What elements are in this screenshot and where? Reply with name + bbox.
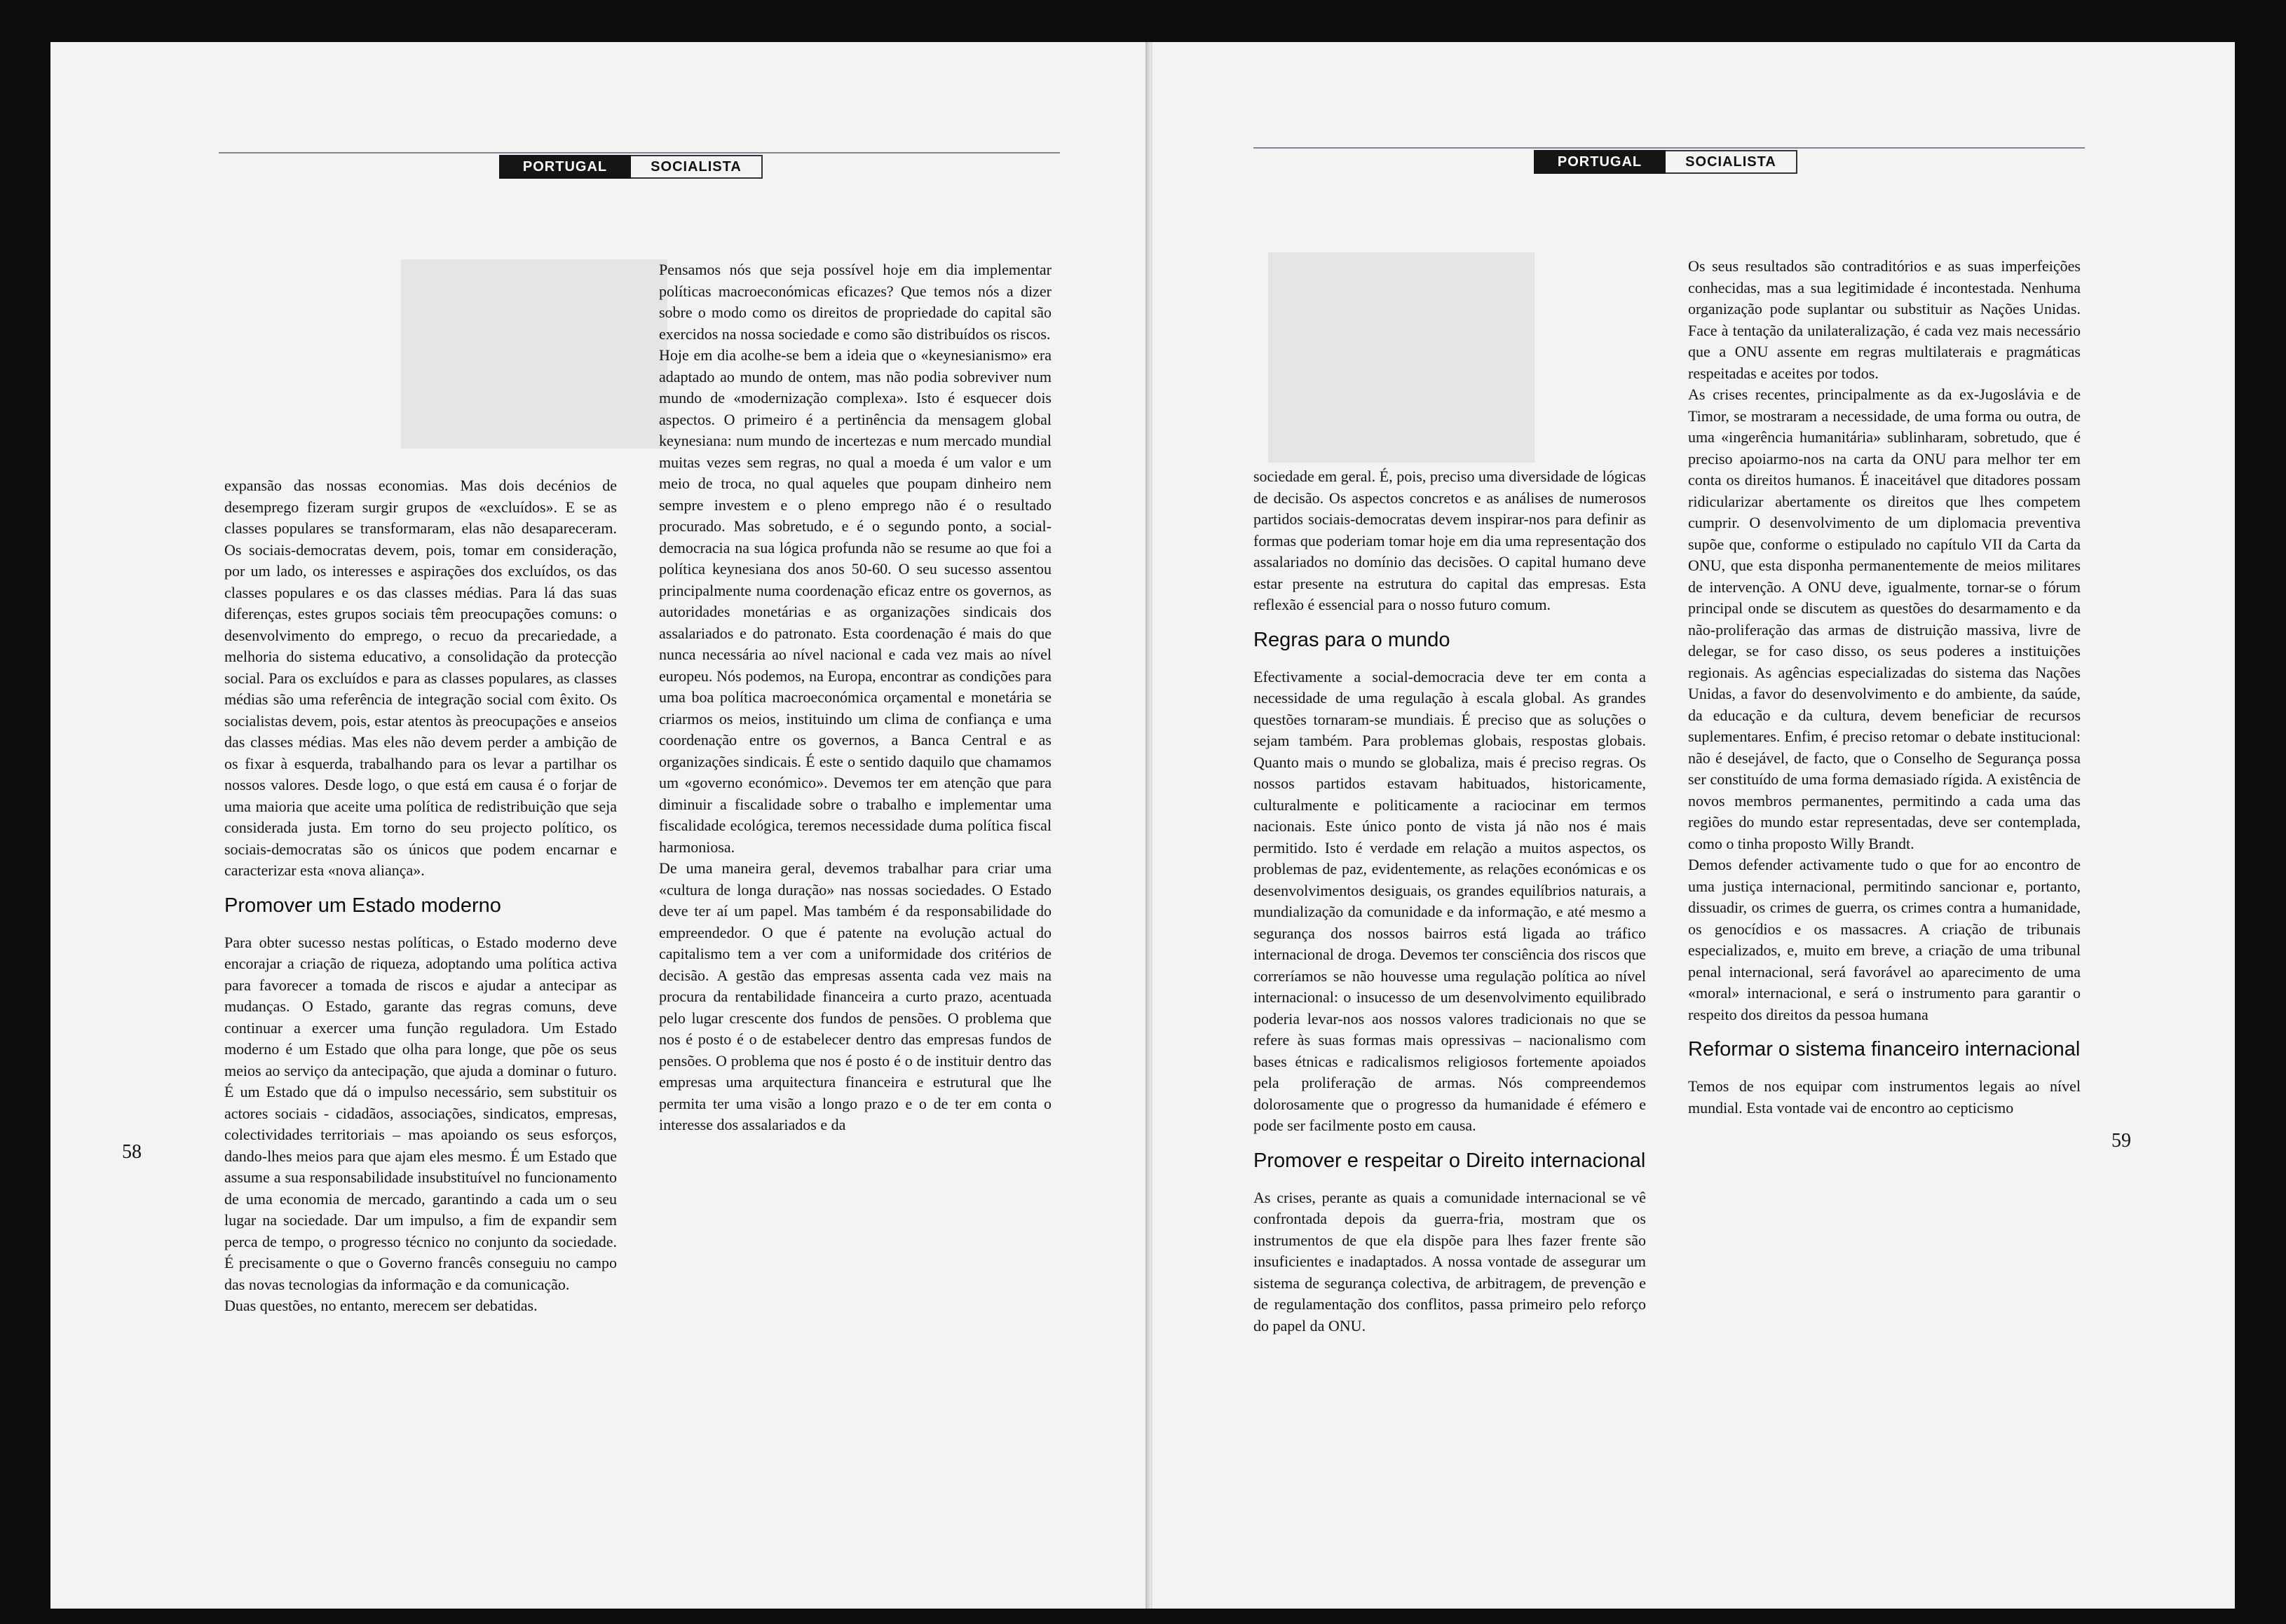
show-through-image <box>401 259 667 449</box>
paragraph: Pensamos nós que seja possível hoje em dia implementar políticas macroeconómicas eficazes? Que temos nós a dizer sobre o modo como os direitos de propriedade do capital são exercidos na nossa sociedade e como são distribuídos os riscos. <box>659 261 1052 343</box>
right-column-1 <box>1253 466 1646 1337</box>
paragraph: De uma maneira geral, devemos trabalhar para criar uma «cultura de longa duração» nas nossas sociedades. O Estado deve ter aí um papel. Mas também é da responsabilidade do empreendedor. O que é patente na evolução actual do capitalismo tem a ver com a uniformidade dos critérios de decisão. A gestão das empresas assenta cada vez mais na procura da rentabilidade financeira a curto prazo, acentuada pelo lugar crescente dos fundos de pensões. O problema que nos é posto é o de estabelecer dentro das empresas fundos de pensões. O problema que nos é posto é o de instituir dentro das empresas uma arquitectura financeira e estrutural que lhe permita ter uma visão a longo prazo e o de ter em conta o interesse dos assalariados e da <box>659 859 1052 1133</box>
section-heading: Reformar o sistema financeiro internacional <box>1688 1038 2081 1060</box>
page-number-left: 58 <box>122 1141 142 1163</box>
section-heading: Regras para o mundo <box>1253 628 1450 651</box>
right-page <box>1152 42 2235 1609</box>
paragraph: Temos de nos equipar com instrumentos legais ao nível mundial. Esta vontade vai de encontro ao cepticismo <box>1688 1077 2081 1117</box>
header-rule <box>219 152 1060 153</box>
paragraph: Efectivamente a social-democracia deve ter em conta a necessidade de uma regulação à escala global. As grandes questões tornaram-se mundiais. É preciso que as soluções o sejam também. Para problemas globais, respostas globais. Quanto mais o mundo se globaliza, mais é preciso regras. Os nossos partidos estavam habituados, historicamente, culturalmente e politicamente a raciocinar em termos nacionais. Este único ponto de vista já não nos é mais permitido. Isto é verdade em relação a muitos aspectos, os problemas de paz, evidentemente, as relações económicas e os desenvolvimentos desiguais, os grandes equilíbrios naturais, a mundialização da comunidade e da informação, e até mesmo a segurança dos nossos bairros está ligada ao tráfico internacional de droga. Devemos ter consciência dos riscos que correríamos se não houvesse uma regulação política ao nível internacional: o insucesso de um desenvolvimento equilibrado poderia levar-nos aos nossos valores tradicionais no que se refere às suas formas mais opressivas – nacionalismo com bases étnicas e radicalismos religiosos fortemente apoiados pela proliferação de armas. Nós compreendemos dolorosamente que o progresso da humanidade é efémero e pode ser facilmente posto em causa. <box>1253 667 1646 1134</box>
left-column-2 <box>659 259 1052 1136</box>
paragraph: As crises recentes, principalmente as da ex-Jugoslávia e de Timor, se mostraram a necessidade, de uma forma ou outra, de uma «ingerência humanitária» sublinharam, sobretudo, que é preciso apoiarmo-nos na carta da ONU para melhor ter em conta os direitos humanos. É inaceitável que ditadores possam ridicularizar abertamente os direitos que lhes competem cumprir. O desenvolvimento de um diplomacia preventiva supõe que, conforme o estipulado no capítulo VII da Carta da ONU, que esta disponha permanentemente de meios militares de intervenção. A ONU deve, igualmente, tornar-se o fórum principal onde se discutem as questões do desarmamento e da não-proliferação das armas de distruição massiva, livre de delegar, se for caso disso, os seus poderes a instituições regionais. As agências especializadas do sistema das Nações Unidas, a favor do desenvolvimento e do ambiente, da saúde, da educação e da cultura, devem beneficiar de recursos suplementares. Enfim, é preciso retomar o debate institucional: não é desejável, de facto, que o Conselho de Segurança possa ser constituído de uma forma demasiado rígida. A existência de novos membros permanentes, permitindo a cada uma das regiões do mundo estar representadas, deve ser contemplada, como o tinha proposto Willy Brandt. <box>1688 385 2081 852</box>
running-header <box>499 155 763 179</box>
paragraph: As crises, perante as quais a comunidade internacional se vê confrontada depois da guerra-fria, mostram que os instrumentos de que ela dispõe para lhes fazer frente são insuficientes e inadaptados. A nossa vontade de assegurar um sistema de segurança colectiva, de arbitragem, de prevenção e de regulamentação dos conflitos, passa primeiro pelo reforço do papel da ONU. <box>1253 1188 1646 1335</box>
right-column-2 <box>1688 256 2081 1119</box>
paragraph: Demos defender activamente tudo o que for ao encontro de uma justiça internacional, permitindo sancionar e, portanto, dissuadir, os crimes de guerra, os crimes contra a humanidade, os genocídios e os massacres. A criação de tribunais especializados, e, muito em breve, a criação de uma tribunal penal internacional, será favorável ao aparecimento de uma «moral» internacional, e será o instrumento para garantir o respeito dos direitos da pessoa humana <box>1688 856 2081 1023</box>
header-portugal: PORTUGAL <box>499 155 631 179</box>
header-portugal: PORTUGAL <box>1534 150 1666 174</box>
show-through-image <box>1268 252 1535 463</box>
header-socialista: SOCIALISTA <box>631 155 763 179</box>
paragraph: Os seus resultados são contraditórios e as suas imperfeições conhecidas, mas a sua legitimidade é incontestada. Nenhuma organização pode suplantar ou substituir as Nações Unidas. Face à tentação da unilateralização, é cada vez mais necessário que a ONU assente em regras multilaterais e pragmáticas respeitadas e aceites por todos. <box>1688 257 2081 382</box>
running-header <box>1534 150 1797 174</box>
header-socialista: SOCIALISTA <box>1666 150 1797 174</box>
section-heading: Promover e respeitar o Direito internacional <box>1253 1149 1646 1172</box>
paragraph: Para obter sucesso nestas políticas, o Estado moderno deve encorajar a criação de riqueza, adoptando uma política activa para favorecer a tomada de riscos e ajudar a antecipar as mudanças. O Estado, garante das regras comuns, deve continuar a exercer uma função reguladora. Um Estado moderno é um Estado que olha para longe, que põe os seus meios ao serviço da antecipação, que ajuda a dominar o futuro. É um Estado que dá o impulso necessário, sem substituir os actores sociais - cidadãos, associações, sindicatos, empresas, colectividades territoriais – mas apoiando os seus esforços, dando-lhes meios para que ajam eles mesmo. É um Estado que assume a sua responsabilidade insubstituível no funcionamento de uma economia de mercado, garantindo a cada um o seu lugar na sociedade. Dar um impulso, a fim de expandir sem perca de tempo, o progresso técnico no conjunto da sociedade. É precisamente o que o Governo francês conseguiu no campo das novas tecnologias da informação e da comunicação. <box>224 933 617 1293</box>
paragraph: sociedade em geral. É, pois, preciso uma diversidade de lógicas de decisão. Os aspectos concretos e as análises de numerosos partidos sociais-democratas devem inspirar-nos para definir as formas que poderiam tomar hoje em dia uma representação dos assalariados no domínio das decisões. O capital humano deve estar presente na estrutura do capital das empresas. Esta reflexão é essencial para o nosso futuro comum. <box>1253 468 1646 613</box>
left-page <box>50 42 1150 1609</box>
header-rule <box>1253 147 2085 149</box>
left-column-1 <box>224 475 617 1317</box>
paragraph: expansão das nossas economias. Mas dois decénios de desemprego fizeram surgir grupos de «excluídos». E se as classes populares se transformaram, elas não desapareceram. Os sociais-democratas devem, pois, tomar em consideração, por um lado, os interesses e aspirações dos excluídos, os das classes populares e os das classes médias. Para lá das suas diferenças, estes grupos sociais têm preocupações comuns: o desenvolvimento do emprego, o recuo da precariedade, a melhoria do sistema educativo, a consolidação da protecção social. Para os excluídos e para as classes populares, as classes médias são uma referência de integração social com êxito. Os socialistas devem, pois, estar atentos às preocupações e anseios das classes médias. Mas eles não devem perder a ambição de os fixar à esquerda, trabalhando para os levar a partilhar os nossos valores. Desde logo, o que está em causa é o forjar de uma maioria que aceite uma política de redistribuição que seja considerada justa. Em torno do seu projecto político, os sociais-democratas são os únicos que podem encarnar e caracterizar esta «nova aliança». <box>224 477 617 879</box>
paragraph: Duas questões, no entanto, merecem ser debatidas. <box>224 1297 538 1314</box>
page-number-right: 59 <box>2111 1130 2131 1152</box>
section-heading: Promover um Estado moderno <box>224 894 501 917</box>
paragraph: Hoje em dia acolhe-se bem a ideia que o «keynesianismo» era adaptado ao mundo de ontem, mas não podia sobreviver num mundo de «modernização complexa». Isto é esquecer dois aspectos. O primeiro é a pertinência da mensagem global keynesiana: num mundo de incertezas e num mercado mundial muitas vezes sem regras, no qual a moeda é um valor e um meio de troca, no qual aqueles que poupam dinheiro nem sempre investem e o pleno emprego não é o resultado procurado. Mas sobretudo, e é o segundo ponto, a social-democracia na sua lógica profunda não se resume ao que foi a política keynesiana dos anos 50-60. O seu sucesso assentou principalmente numa coordenação eficaz entre os governos, as autoridades monetárias e as organizações sindicais dos assalariados e do patronato. Esta coordenação é mais do que nunca necessária ao nível nacional e cada vez mais ao nível europeu. Nós podemos, na Europa, encontrar as condições para uma boa política macroeconómica orçamental e monetária se criarmos os meios, instituindo um clima de confiança e uma coordenação entre os governos, a Banca Central e as organizações sindicais. É este o sentido daquilo que chamamos um «governo económico». Devemos ter em atenção que para diminuir a fiscalidade sobre o trabalho e implementar uma fiscalidade ecológica, teremos necessidade duma política fiscal harmoniosa. <box>659 346 1052 856</box>
